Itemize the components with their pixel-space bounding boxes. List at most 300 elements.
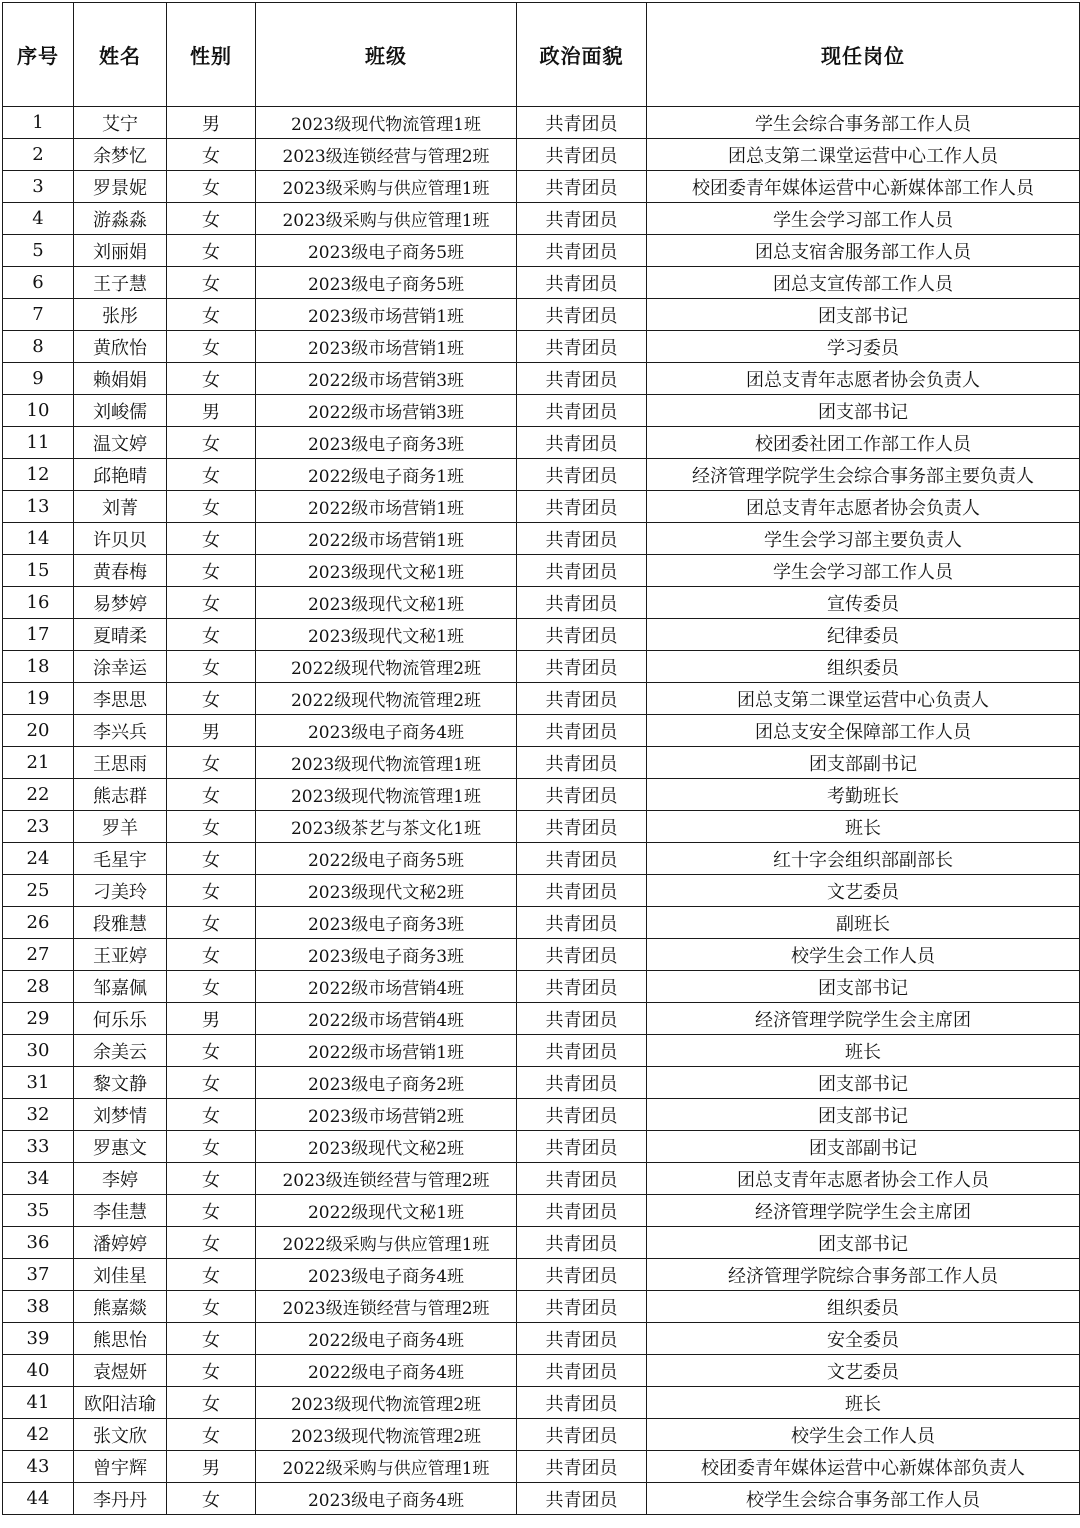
- cell-gender: 女: [167, 587, 256, 619]
- cell-serial-number: 42: [3, 1419, 74, 1451]
- cell-name: 易梦婷: [74, 587, 167, 619]
- cell-class: 2023级现代物流管理1班: [256, 107, 517, 139]
- cell-class: 2022级现代文秘1班: [256, 1195, 517, 1227]
- cell-name: 罗羊: [74, 811, 167, 843]
- cell-current-position: 校学生会工作人员: [647, 939, 1080, 971]
- table-row: [3, 1227, 1080, 1259]
- cell-name: 余美云: [74, 1035, 167, 1067]
- table-row: [3, 203, 1080, 235]
- cell-name: 李婷: [74, 1163, 167, 1195]
- cell-political-status: 共青团员: [517, 971, 647, 1003]
- cell-current-position: 学生会学习部主要负责人: [647, 523, 1080, 555]
- cell-serial-number: 7: [3, 299, 74, 331]
- cell-serial-number: 41: [3, 1387, 74, 1419]
- cell-gender: 女: [167, 331, 256, 363]
- cell-serial-number: 32: [3, 1099, 74, 1131]
- table-row: [3, 1483, 1080, 1515]
- cell-name: 欧阳洁瑜: [74, 1387, 167, 1419]
- cell-political-status: 共青团员: [517, 1099, 647, 1131]
- cell-current-position: 校学生会综合事务部工作人员: [647, 1483, 1080, 1515]
- cell-current-position: 学生会综合事务部工作人员: [647, 107, 1080, 139]
- cell-gender: 女: [167, 1227, 256, 1259]
- cell-gender: 女: [167, 907, 256, 939]
- cell-political-status: 共青团员: [517, 1451, 647, 1483]
- cell-political-status: 共青团员: [517, 331, 647, 363]
- table-row: [3, 555, 1080, 587]
- cell-serial-number: 43: [3, 1451, 74, 1483]
- cell-serial-number: 23: [3, 811, 74, 843]
- table-row: [3, 331, 1080, 363]
- cell-political-status: 共青团员: [517, 1387, 647, 1419]
- cell-gender: 女: [167, 363, 256, 395]
- cell-class: 2023级现代文秘1班: [256, 555, 517, 587]
- cell-serial-number: 11: [3, 427, 74, 459]
- cell-name: 李兴兵: [74, 715, 167, 747]
- cell-name: 黄欣怡: [74, 331, 167, 363]
- table-row: [3, 139, 1080, 171]
- cell-class: 2023级电子商务4班: [256, 1483, 517, 1515]
- cell-current-position: 团总支青年志愿者协会工作人员: [647, 1163, 1080, 1195]
- cell-gender: 女: [167, 683, 256, 715]
- table-row: [3, 171, 1080, 203]
- cell-serial-number: 21: [3, 747, 74, 779]
- cell-class: 2023级电子商务5班: [256, 267, 517, 299]
- table-row: [3, 1035, 1080, 1067]
- cell-serial-number: 34: [3, 1163, 74, 1195]
- cell-name: 张彤: [74, 299, 167, 331]
- cell-serial-number: 19: [3, 683, 74, 715]
- cell-gender: 女: [167, 1355, 256, 1387]
- header-serial-number: 序号: [3, 3, 74, 107]
- table-row: [3, 939, 1080, 971]
- header-gender: 性别: [167, 3, 256, 107]
- table-row: [3, 1323, 1080, 1355]
- table-row: [3, 395, 1080, 427]
- cell-political-status: 共青团员: [517, 235, 647, 267]
- cell-class: 2023级电子商务3班: [256, 427, 517, 459]
- cell-name: 涂幸运: [74, 651, 167, 683]
- cell-current-position: 文艺委员: [647, 875, 1080, 907]
- cell-current-position: 学生会学习部工作人员: [647, 203, 1080, 235]
- cell-current-position: 团支部书记: [647, 1227, 1080, 1259]
- cell-gender: 女: [167, 235, 256, 267]
- table-row: [3, 875, 1080, 907]
- cell-political-status: 共青团员: [517, 395, 647, 427]
- cell-name: 艾宁: [74, 107, 167, 139]
- cell-political-status: 共青团员: [517, 523, 647, 555]
- cell-class: 2023级电子商务3班: [256, 907, 517, 939]
- cell-current-position: 团支部副书记: [647, 747, 1080, 779]
- cell-class: 2022级电子商务5班: [256, 843, 517, 875]
- cell-class: 2023级连锁经营与管理2班: [256, 1291, 517, 1323]
- header-political-status: 政治面貌: [517, 3, 647, 107]
- cell-serial-number: 38: [3, 1291, 74, 1323]
- table-row: [3, 1419, 1080, 1451]
- table-row: [3, 843, 1080, 875]
- cell-political-status: 共青团员: [517, 715, 647, 747]
- cell-current-position: 团支部书记: [647, 971, 1080, 1003]
- cell-class: 2023级连锁经营与管理2班: [256, 1163, 517, 1195]
- cell-gender: 女: [167, 1163, 256, 1195]
- cell-gender: 女: [167, 171, 256, 203]
- cell-current-position: 文艺委员: [647, 1355, 1080, 1387]
- cell-political-status: 共青团员: [517, 747, 647, 779]
- cell-serial-number: 25: [3, 875, 74, 907]
- cell-class: 2022级市场营销4班: [256, 971, 517, 1003]
- cell-political-status: 共青团员: [517, 779, 647, 811]
- cell-class: 2022级市场营销1班: [256, 491, 517, 523]
- cell-serial-number: 13: [3, 491, 74, 523]
- cell-political-status: 共青团员: [517, 203, 647, 235]
- cell-name: 许贝贝: [74, 523, 167, 555]
- table-row: [3, 1195, 1080, 1227]
- cell-political-status: 共青团员: [517, 139, 647, 171]
- table-row: [3, 299, 1080, 331]
- cell-gender: 女: [167, 1323, 256, 1355]
- cell-gender: 女: [167, 299, 256, 331]
- cell-serial-number: 14: [3, 523, 74, 555]
- table-row: [3, 1003, 1080, 1035]
- cell-class: 2023级市场营销1班: [256, 299, 517, 331]
- cell-name: 熊思怡: [74, 1323, 167, 1355]
- cell-current-position: 学习委员: [647, 331, 1080, 363]
- cell-name: 袁煜妍: [74, 1355, 167, 1387]
- cell-gender: 女: [167, 843, 256, 875]
- cell-class: 2022级市场营销4班: [256, 1003, 517, 1035]
- cell-class: 2023级现代文秘2班: [256, 875, 517, 907]
- cell-gender: 男: [167, 1451, 256, 1483]
- cell-current-position: 团总支第二课堂运营中心负责人: [647, 683, 1080, 715]
- cell-gender: 女: [167, 1195, 256, 1227]
- cell-serial-number: 22: [3, 779, 74, 811]
- cell-name: 李佳慧: [74, 1195, 167, 1227]
- cell-serial-number: 40: [3, 1355, 74, 1387]
- cell-current-position: 组织委员: [647, 651, 1080, 683]
- cell-current-position: 考勤班长: [647, 779, 1080, 811]
- cell-class: 2023级市场营销1班: [256, 331, 517, 363]
- cell-serial-number: 31: [3, 1067, 74, 1099]
- cell-gender: 女: [167, 523, 256, 555]
- cell-class: 2023级连锁经营与管理2班: [256, 139, 517, 171]
- cell-serial-number: 36: [3, 1227, 74, 1259]
- cell-political-status: 共青团员: [517, 1003, 647, 1035]
- cell-name: 罗惠文: [74, 1131, 167, 1163]
- cell-name: 黎文静: [74, 1067, 167, 1099]
- cell-current-position: 学生会学习部工作人员: [647, 555, 1080, 587]
- cell-name: 游淼淼: [74, 203, 167, 235]
- cell-name: 曾宇辉: [74, 1451, 167, 1483]
- cell-political-status: 共青团员: [517, 811, 647, 843]
- cell-current-position: 宣传委员: [647, 587, 1080, 619]
- cell-serial-number: 12: [3, 459, 74, 491]
- cell-class: 2023级现代文秘1班: [256, 619, 517, 651]
- cell-current-position: 团总支第二课堂运营中心工作人员: [647, 139, 1080, 171]
- cell-class: 2023级茶艺与茶文化1班: [256, 811, 517, 843]
- cell-name: 邱艳晴: [74, 459, 167, 491]
- cell-current-position: 校团委青年媒体运营中心新媒体部负责人: [647, 1451, 1080, 1483]
- table-row: [3, 1131, 1080, 1163]
- cell-gender: 男: [167, 1003, 256, 1035]
- cell-name: 李思思: [74, 683, 167, 715]
- cell-name: 王子慧: [74, 267, 167, 299]
- cell-political-status: 共青团员: [517, 1355, 647, 1387]
- cell-class: 2023级现代物流管理1班: [256, 747, 517, 779]
- cell-current-position: 团总支宿舍服务部工作人员: [647, 235, 1080, 267]
- cell-name: 黄春梅: [74, 555, 167, 587]
- cell-current-position: 经济管理学院综合事务部工作人员: [647, 1259, 1080, 1291]
- cell-political-status: 共青团员: [517, 651, 647, 683]
- cell-current-position: 经济管理学院学生会主席团: [647, 1195, 1080, 1227]
- table-header: [3, 3, 1080, 107]
- cell-gender: 男: [167, 107, 256, 139]
- cell-current-position: 组织委员: [647, 1291, 1080, 1323]
- cell-gender: 女: [167, 1067, 256, 1099]
- table-row: [3, 523, 1080, 555]
- cell-gender: 女: [167, 651, 256, 683]
- cell-political-status: 共青团员: [517, 1323, 647, 1355]
- cell-political-status: 共青团员: [517, 267, 647, 299]
- cell-serial-number: 9: [3, 363, 74, 395]
- cell-political-status: 共青团员: [517, 363, 647, 395]
- cell-political-status: 共青团员: [517, 1131, 647, 1163]
- cell-name: 熊志群: [74, 779, 167, 811]
- table-row: [3, 1291, 1080, 1323]
- cell-serial-number: 4: [3, 203, 74, 235]
- cell-political-status: 共青团员: [517, 491, 647, 523]
- cell-gender: 女: [167, 971, 256, 1003]
- cell-current-position: 安全委员: [647, 1323, 1080, 1355]
- cell-gender: 女: [167, 1483, 256, 1515]
- cell-serial-number: 5: [3, 235, 74, 267]
- cell-current-position: 团总支青年志愿者协会负责人: [647, 363, 1080, 395]
- cell-serial-number: 27: [3, 939, 74, 971]
- cell-class: 2023级电子商务4班: [256, 1259, 517, 1291]
- table-row: [3, 1099, 1080, 1131]
- cell-gender: 男: [167, 715, 256, 747]
- cell-political-status: 共青团员: [517, 1419, 647, 1451]
- cell-class: 2023级电子商务4班: [256, 715, 517, 747]
- cell-gender: 女: [167, 491, 256, 523]
- cell-political-status: 共青团员: [517, 1483, 647, 1515]
- cell-current-position: 团支部书记: [647, 299, 1080, 331]
- cell-class: 2023级现代物流管理1班: [256, 779, 517, 811]
- cell-current-position: 团支部副书记: [647, 1131, 1080, 1163]
- cell-current-position: 经济管理学院学生会综合事务部主要负责人: [647, 459, 1080, 491]
- cell-class: 2022级电子商务4班: [256, 1355, 517, 1387]
- table-row: [3, 683, 1080, 715]
- cell-serial-number: 33: [3, 1131, 74, 1163]
- cell-gender: 女: [167, 1419, 256, 1451]
- table-row: [3, 779, 1080, 811]
- table-row: [3, 107, 1080, 139]
- table-row: [3, 427, 1080, 459]
- cell-serial-number: 39: [3, 1323, 74, 1355]
- cell-class: 2023级采购与供应管理1班: [256, 171, 517, 203]
- cell-name: 刘菁: [74, 491, 167, 523]
- cell-gender: 女: [167, 811, 256, 843]
- cell-gender: 女: [167, 427, 256, 459]
- cell-gender: 女: [167, 1259, 256, 1291]
- cell-political-status: 共青团员: [517, 1067, 647, 1099]
- cell-gender: 女: [167, 139, 256, 171]
- cell-serial-number: 6: [3, 267, 74, 299]
- cell-gender: 女: [167, 1131, 256, 1163]
- table-row: [3, 1387, 1080, 1419]
- cell-political-status: 共青团员: [517, 1259, 647, 1291]
- cell-current-position: 校团委社团工作部工作人员: [647, 427, 1080, 459]
- cell-current-position: 团支部书记: [647, 1067, 1080, 1099]
- cell-name: 赖娟娟: [74, 363, 167, 395]
- cell-current-position: 班长: [647, 811, 1080, 843]
- cell-gender: 女: [167, 1035, 256, 1067]
- header-name: 姓名: [74, 3, 167, 107]
- cell-name: 王思雨: [74, 747, 167, 779]
- cell-serial-number: 2: [3, 139, 74, 171]
- cell-gender: 女: [167, 747, 256, 779]
- cell-name: 张文欣: [74, 1419, 167, 1451]
- cell-serial-number: 29: [3, 1003, 74, 1035]
- cell-name: 何乐乐: [74, 1003, 167, 1035]
- cell-serial-number: 44: [3, 1483, 74, 1515]
- cell-name: 段雅慧: [74, 907, 167, 939]
- cell-political-status: 共青团员: [517, 427, 647, 459]
- cell-current-position: 校团委青年媒体运营中心新媒体部工作人员: [647, 171, 1080, 203]
- table-row: [3, 235, 1080, 267]
- cell-name: 邹嘉佩: [74, 971, 167, 1003]
- cell-gender: 女: [167, 875, 256, 907]
- cell-gender: 女: [167, 459, 256, 491]
- cell-current-position: 团总支安全保障部工作人员: [647, 715, 1080, 747]
- cell-political-status: 共青团员: [517, 843, 647, 875]
- cell-gender: 女: [167, 1387, 256, 1419]
- cell-name: 余梦忆: [74, 139, 167, 171]
- cell-class: 2022级市场营销1班: [256, 523, 517, 555]
- cell-serial-number: 16: [3, 587, 74, 619]
- cell-political-status: 共青团员: [517, 1195, 647, 1227]
- cell-serial-number: 28: [3, 971, 74, 1003]
- cell-gender: 女: [167, 555, 256, 587]
- cell-political-status: 共青团员: [517, 171, 647, 203]
- table-row: [3, 587, 1080, 619]
- cell-name: 王亚婷: [74, 939, 167, 971]
- cell-current-position: 班长: [647, 1387, 1080, 1419]
- cell-serial-number: 35: [3, 1195, 74, 1227]
- cell-current-position: 红十字会组织部副部长: [647, 843, 1080, 875]
- cell-name: 刘佳星: [74, 1259, 167, 1291]
- cell-gender: 女: [167, 1291, 256, 1323]
- table-row: [3, 1067, 1080, 1099]
- cell-political-status: 共青团员: [517, 459, 647, 491]
- table-body: [3, 107, 1080, 1515]
- table-row: [3, 1451, 1080, 1483]
- cell-class: 2022级电子商务1班: [256, 459, 517, 491]
- cell-class: 2023级市场营销2班: [256, 1099, 517, 1131]
- cell-serial-number: 18: [3, 651, 74, 683]
- cell-serial-number: 24: [3, 843, 74, 875]
- cell-class: 2023级电子商务2班: [256, 1067, 517, 1099]
- cell-political-status: 共青团员: [517, 587, 647, 619]
- cell-class: 2023级电子商务5班: [256, 235, 517, 267]
- cell-current-position: 班长: [647, 1035, 1080, 1067]
- cell-gender: 女: [167, 1099, 256, 1131]
- cell-political-status: 共青团员: [517, 1227, 647, 1259]
- cell-name: 温文婷: [74, 427, 167, 459]
- cell-political-status: 共青团员: [517, 299, 647, 331]
- cell-current-position: 经济管理学院学生会主席团: [647, 1003, 1080, 1035]
- cell-current-position: 副班长: [647, 907, 1080, 939]
- cell-class: 2023级采购与供应管理1班: [256, 203, 517, 235]
- cell-name: 潘婷婷: [74, 1227, 167, 1259]
- table-row: [3, 651, 1080, 683]
- table-row: [3, 811, 1080, 843]
- cell-class: 2022级电子商务4班: [256, 1323, 517, 1355]
- table-row: [3, 971, 1080, 1003]
- header-class: 班级: [256, 3, 517, 107]
- cell-gender: 女: [167, 939, 256, 971]
- table-row: [3, 907, 1080, 939]
- cell-serial-number: 17: [3, 619, 74, 651]
- cell-serial-number: 20: [3, 715, 74, 747]
- cell-serial-number: 3: [3, 171, 74, 203]
- cell-class: 2023级电子商务3班: [256, 939, 517, 971]
- cell-gender: 男: [167, 395, 256, 427]
- header-current-position: 现任岗位: [647, 3, 1080, 107]
- cell-class: 2022级市场营销3班: [256, 395, 517, 427]
- table-row: [3, 459, 1080, 491]
- table-row: [3, 747, 1080, 779]
- cell-political-status: 共青团员: [517, 555, 647, 587]
- cell-current-position: 纪律委员: [647, 619, 1080, 651]
- header-row: [3, 3, 1080, 107]
- cell-gender: 女: [167, 619, 256, 651]
- cell-serial-number: 10: [3, 395, 74, 427]
- cell-political-status: 共青团员: [517, 939, 647, 971]
- cell-class: 2023级现代物流管理2班: [256, 1419, 517, 1451]
- cell-political-status: 共青团员: [517, 1163, 647, 1195]
- cell-political-status: 共青团员: [517, 619, 647, 651]
- cell-current-position: 团总支宣传部工作人员: [647, 267, 1080, 299]
- cell-name: 李丹丹: [74, 1483, 167, 1515]
- cell-serial-number: 26: [3, 907, 74, 939]
- table-row: [3, 715, 1080, 747]
- cell-serial-number: 1: [3, 107, 74, 139]
- cell-serial-number: 30: [3, 1035, 74, 1067]
- cell-gender: 女: [167, 203, 256, 235]
- cell-current-position: 校学生会工作人员: [647, 1419, 1080, 1451]
- cell-name: 刘丽娟: [74, 235, 167, 267]
- cell-class: 2023级现代物流管理2班: [256, 1387, 517, 1419]
- table-row: [3, 1163, 1080, 1195]
- cell-class: 2023级现代文秘1班: [256, 587, 517, 619]
- cell-political-status: 共青团员: [517, 875, 647, 907]
- cell-political-status: 共青团员: [517, 107, 647, 139]
- cell-name: 熊嘉燚: [74, 1291, 167, 1323]
- cell-name: 刘梦情: [74, 1099, 167, 1131]
- cell-serial-number: 15: [3, 555, 74, 587]
- table-row: [3, 363, 1080, 395]
- cell-class: 2022级市场营销3班: [256, 363, 517, 395]
- cell-class: 2022级采购与供应管理1班: [256, 1451, 517, 1483]
- member-table: [2, 2, 1080, 1515]
- cell-gender: 女: [167, 779, 256, 811]
- cell-current-position: 团支部书记: [647, 395, 1080, 427]
- cell-political-status: 共青团员: [517, 683, 647, 715]
- table-row: [3, 267, 1080, 299]
- cell-name: 罗景妮: [74, 171, 167, 203]
- cell-serial-number: 37: [3, 1259, 74, 1291]
- table-row: [3, 1355, 1080, 1387]
- cell-class: 2022级采购与供应管理1班: [256, 1227, 517, 1259]
